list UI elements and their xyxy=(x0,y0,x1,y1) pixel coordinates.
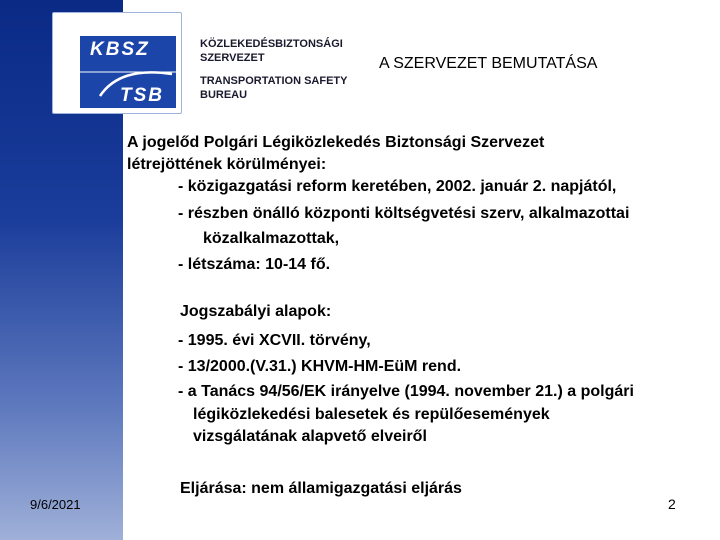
org-name-en-1: TRANSPORTATION SAFETY xyxy=(200,75,348,87)
footer-date: 9/6/2021 xyxy=(30,497,81,512)
predecessor-bullet-1: - közigazgatási reform keretében, 2002. január 2. napjától, xyxy=(178,178,617,195)
procedure-line: Eljárása: nem államigazgatási eljárás xyxy=(180,480,462,497)
predecessor-line-1: A jogelőd Polgári Légiközlekedés Biztonsági Szervezet xyxy=(127,134,545,151)
predecessor-bullet-2a: - részben önálló központi költségvetési szerv, alkalmazottai xyxy=(178,205,630,222)
page-number: 2 xyxy=(668,496,676,512)
legal-basis-heading: Jogszabályi alapok: xyxy=(180,303,332,320)
predecessor-bullet-2b: közalkalmazottak, xyxy=(203,230,340,247)
logo-abbr-top: KBSZ xyxy=(90,39,150,60)
legal-basis-item-3a: - a Tanács 94/56/EK irányelve (1994. november 21.) a polgári xyxy=(178,383,634,400)
org-name-hu-1: KÖZLEKEDÉSBIZTONSÁGI xyxy=(200,38,343,50)
legal-basis-item-3c: vizsgálatának alapvető elveiről xyxy=(193,428,427,445)
logo xyxy=(52,12,372,112)
org-name-en-2: BUREAU xyxy=(200,89,248,101)
logo-abbr-bottom: TSB xyxy=(120,85,164,106)
legal-basis-item-1: - 1995. évi XCVII. törvény, xyxy=(178,332,371,349)
page-title: A SZERVEZET BEMUTATÁSA xyxy=(379,55,598,72)
predecessor-bullet-3: - létszáma: 10-14 fő. xyxy=(178,256,331,273)
org-name-hu-2: SZERVEZET xyxy=(200,52,265,64)
legal-basis-item-3b: légiközlekedési balesetek és repülőesemények xyxy=(193,406,550,423)
predecessor-line-2: létrejöttének körülményei: xyxy=(127,156,327,173)
legal-basis-item-2: - 13/2000.(V.31.) KHVM-HM-EüM rend. xyxy=(178,358,462,375)
